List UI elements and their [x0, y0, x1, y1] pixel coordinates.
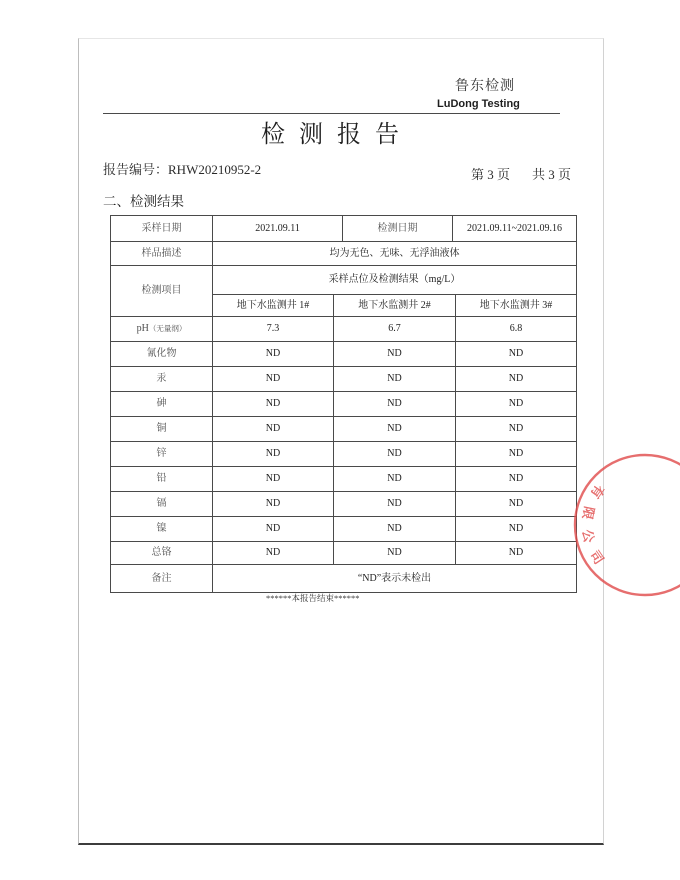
report-number-value: RHW20210952-2	[168, 162, 262, 177]
result-row	[111, 342, 577, 367]
result-value-site-2: ND	[334, 442, 456, 467]
results-table	[110, 215, 577, 593]
page-total: 共 3 页	[532, 167, 572, 182]
result-value-site-1: ND	[213, 417, 334, 442]
test-date-value: 2021.09.11~2021.09.16	[453, 216, 577, 242]
result-value-site-1: ND	[213, 492, 334, 517]
result-value-site-3: 6.8	[456, 317, 577, 342]
report-title: 检 测 报 告	[261, 122, 403, 148]
result-value-site-2: ND	[334, 392, 456, 417]
result-row	[111, 467, 577, 492]
sample-description-value: 均为无色、无味、无浮油液体	[213, 242, 577, 266]
result-row-ph	[111, 317, 577, 342]
section-title: 二、检测结果	[103, 194, 184, 209]
result-value-site-2: ND	[334, 517, 456, 542]
result-value-site-2: ND	[334, 467, 456, 492]
result-item-unit-note: （无量纲）	[148, 324, 187, 333]
result-row	[111, 367, 577, 392]
page-current: 第 3 页	[471, 167, 511, 182]
remark-row	[111, 565, 577, 593]
header-divider	[103, 113, 560, 114]
result-value-site-1: ND	[213, 467, 334, 492]
result-value-site-2: ND	[334, 342, 456, 367]
result-value-site-3: ND	[456, 492, 577, 517]
result-row	[111, 442, 577, 467]
company-name-cn: 鲁东检测	[455, 79, 515, 94]
result-item-label: 氰化物	[111, 342, 213, 367]
sampling-info-row	[111, 216, 577, 242]
result-value-site-1: ND	[213, 392, 334, 417]
result-value-site-2: ND	[334, 492, 456, 517]
result-value-site-1: ND	[213, 342, 334, 367]
results-header: 采样点位及检测结果（mg/L）	[213, 266, 577, 295]
result-row	[111, 417, 577, 442]
result-item-label: 总铬	[111, 542, 213, 565]
result-value-site-3: ND	[456, 342, 577, 367]
result-item-name: pH	[136, 323, 149, 334]
result-value-site-3: ND	[456, 517, 577, 542]
result-value-site-1: ND	[213, 367, 334, 392]
result-value-site-1: ND	[213, 517, 334, 542]
result-row	[111, 542, 577, 565]
seal-ring	[575, 455, 680, 595]
report-number-label: 报告编号：	[103, 162, 169, 177]
seal-character: 有	[587, 482, 608, 502]
result-value-site-3: ND	[456, 467, 577, 492]
result-value-site-1: ND	[213, 542, 334, 565]
site-3-header: 地下水监测井 3#	[456, 295, 577, 317]
seal-character: 公	[579, 528, 597, 544]
result-value-site-2: ND	[334, 367, 456, 392]
result-item-label: 铜	[111, 417, 213, 442]
result-value-site-2: ND	[334, 417, 456, 442]
result-item-label: 镉	[111, 492, 213, 517]
result-value-site-2: 6.7	[334, 317, 456, 342]
test-item-label: 检测项目	[111, 266, 213, 317]
sample-description-label: 样品描述	[111, 242, 213, 266]
site-2-header: 地下水监测井 2#	[334, 295, 456, 317]
result-row	[111, 517, 577, 542]
results-header-row	[111, 266, 577, 295]
remark-value: “ND”表示未检出	[213, 565, 577, 593]
result-value-site-1: 7.3	[213, 317, 334, 342]
site-1-header: 地下水监测井 1#	[213, 295, 334, 317]
company-seal	[560, 455, 608, 590]
result-value-site-3: ND	[456, 417, 577, 442]
result-row	[111, 392, 577, 417]
test-date-label: 检测日期	[343, 216, 453, 242]
result-value-site-3: ND	[456, 392, 577, 417]
report-number	[103, 162, 261, 178]
result-row	[111, 492, 577, 517]
result-item-label	[111, 317, 213, 342]
remark-label: 备注	[111, 565, 213, 593]
result-item-label: 砷	[111, 392, 213, 417]
seal-character: 限	[579, 504, 597, 521]
sampling-date-label: 采样日期	[111, 216, 213, 242]
result-value-site-3: ND	[456, 542, 577, 565]
result-value-site-2: ND	[334, 542, 456, 565]
result-item-label: 汞	[111, 367, 213, 392]
sampling-date-value: 2021.09.11	[213, 216, 343, 242]
result-value-site-3: ND	[456, 442, 577, 467]
report-end-note: ******本报告结束******	[266, 593, 360, 603]
company-name-en: LuDong Testing	[437, 98, 520, 110]
table-body	[111, 216, 577, 593]
result-value-site-1: ND	[213, 442, 334, 467]
result-item-label: 镍	[111, 517, 213, 542]
seal-character: 司	[587, 547, 607, 567]
result-value-site-3: ND	[456, 367, 577, 392]
sample-description-row	[111, 242, 577, 266]
result-item-label: 锌	[111, 442, 213, 467]
result-item-label: 铅	[111, 467, 213, 492]
